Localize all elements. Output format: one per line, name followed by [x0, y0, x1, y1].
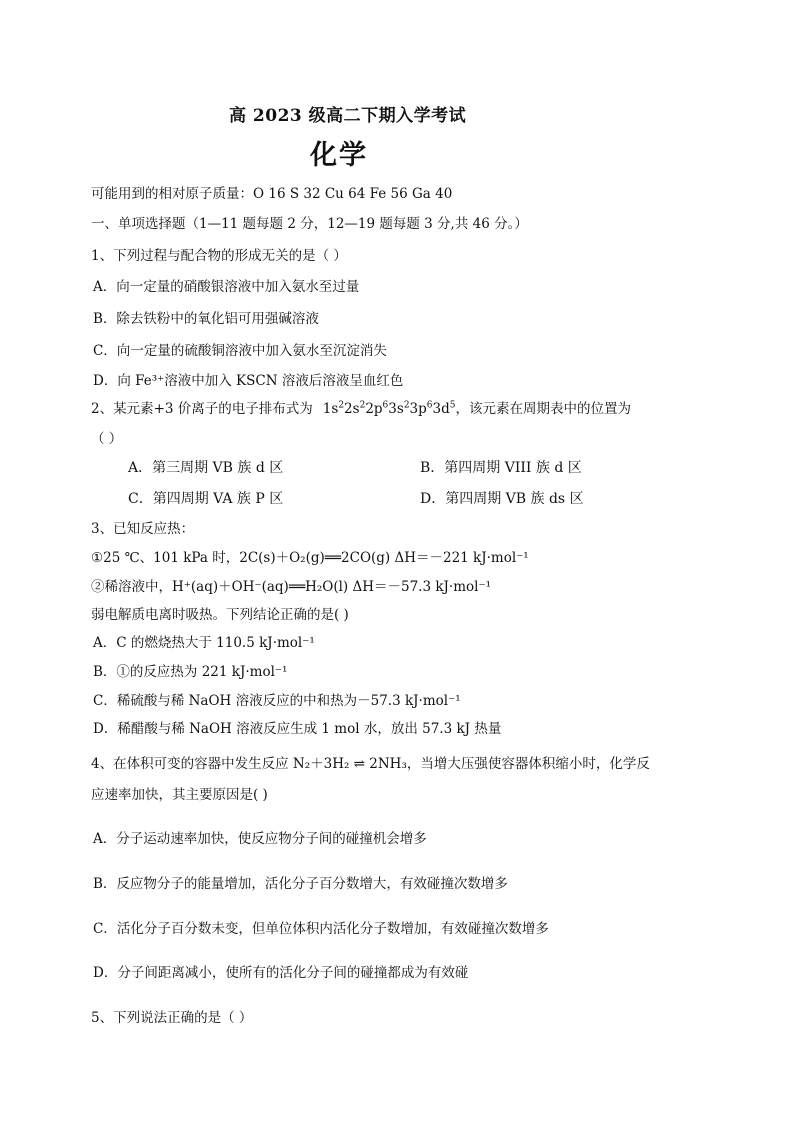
q3-option-c: C．稀硫酸与稀 NaOH 溶液反应的中和热为－57.3 kJ·mol⁻¹ [93, 693, 461, 709]
exam-title: 高 2023 级高二下期入学考试 [229, 106, 467, 126]
q1-option-b: B．除去铁粉中的氧化铝可用强碱溶液 [93, 311, 319, 327]
q4-option-b: B．反应物分子的能量增加，活化分子百分数增大，有效碰撞次数增多 [93, 876, 508, 892]
q2-option-a: A．第三周期 VB 族 d 区 [128, 460, 284, 476]
q3-option-a: A．C 的燃烧热大于 110.5 kJ·mol⁻¹ [93, 635, 315, 651]
q1-option-c: C．向一定量的硫酸铜溶液中加入氨水至沉淀消失 [93, 343, 387, 359]
q3-stem: 3、已知反应热： [91, 521, 195, 537]
q4-stem-line-2: 应速率加快，其主要原因是( ) [91, 787, 268, 803]
q2-stem-suffix: ，该元素在周期表中的位置为 [455, 401, 631, 417]
q3-option-d: D．稀醋酸与稀 NaOH 溶液反应生成 1 mol 水，放出 57.3 kJ 热量 [93, 721, 502, 737]
q2-option-b: B．第四周期 VIII 族 d 区 [420, 460, 582, 476]
q4-option-d: D．分子间距离减小，使所有的活化分子间的碰撞都成为有效碰 [93, 965, 469, 981]
q2-option-c: C．第四周期 VA 族 P 区 [128, 491, 284, 507]
q4-option-a: A．分子运动速率加快，使反应物分子间的碰撞机会增多 [93, 831, 427, 847]
q1-stem: 1、下列过程与配合物的形成无关的是（ ） [91, 248, 347, 264]
q4-stem-line-1: 4、在体积可变的容器中发生反应 N₂＋3H₂ ⇌ 2NH₃，当增大压强使容器体积缩小时，化学反 [91, 756, 650, 772]
q1-option-a: A．向一定量的硝酸银溶液中加入氨水至过量 [93, 279, 360, 295]
q3-reaction-1: ①25 ℃、101 kPa 时，2C(s)＋O₂(g)══2CO(g) ΔH＝－221 kJ·mol⁻¹ [91, 550, 529, 566]
q2-stem [91, 401, 631, 417]
q3-note: 弱电解质电离时吸热。下列结论正确的是( ) [91, 607, 349, 623]
q5-stem: 5、下列说法正确的是（ ） [91, 1010, 253, 1026]
electron-configuration: $1s^22s^22p^63s^23p^63d^5$ [322, 400, 456, 417]
q4-option-c: C．活化分子百分数未变，但单位体积内活化分子数增加，有效碰撞次数增多 [93, 921, 549, 937]
q2-stem-prefix: 2、某元素+3 价离子的电子排布式为 [91, 401, 313, 417]
q3-option-b: B．①的反应热为 221 kJ·mol⁻¹ [93, 664, 288, 680]
q3-reaction-2: ②稀溶液中，H⁺(aq)＋OH⁻(aq)══H₂O(l) ΔH＝－57.3 kJ·mol⁻¹ [91, 579, 492, 595]
q2-option-d: D．第四周期 VB 族 ds 区 [420, 491, 584, 507]
q2-paren: （ ） [91, 431, 123, 447]
subject-title: 化学 [310, 140, 368, 171]
section-heading: 一、单项选择题（1—11 题每题 2 分，12—19 题每题 3 分,共 46 分。） [91, 216, 528, 232]
q1-option-d: D．向 Fe³⁺溶液中加入 KSCN 溶液后溶液呈血红色 [93, 373, 404, 389]
atomic-masses: 可能用到的相对原子质量：O 16 S 32 Cu 64 Fe 56 Ga 40 [91, 186, 453, 202]
